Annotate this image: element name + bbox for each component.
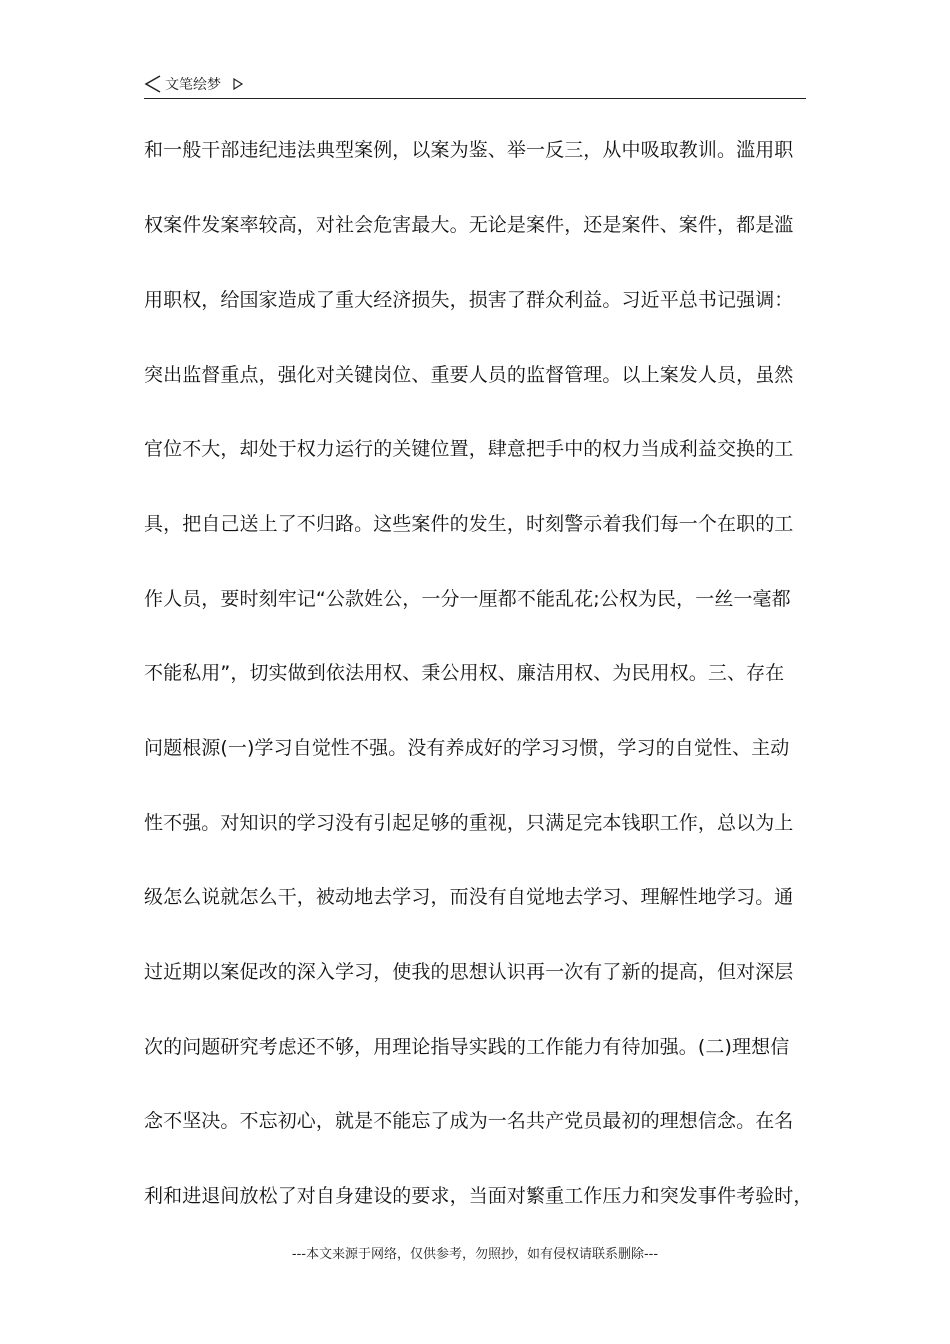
body-line: 过近期以案促改的深入学习，使我的思想认识再一次有了新的提高，但对深层 xyxy=(144,961,794,983)
body-line: 不能私用”，切实做到依法用权、秉公用权、廉洁用权、为民用权。三、存在 xyxy=(144,662,785,684)
body-line: 官位不大，却处于权力运行的关键位置，肆意把手中的权力当成利益交换的工 xyxy=(144,438,794,460)
body-line: 和一般干部违纪违法典型案例，以案为鉴、举一反三，从中吸取教训。滥用职 xyxy=(144,139,794,161)
body-line: 用职权，给国家造成了重大经济损失，损害了群众利益。习近平总书记强调： xyxy=(144,289,794,311)
body-line: 次的问题研究考虑还不够，用理论指导实践的工作能力有待加强。(二)理想信 xyxy=(144,1036,790,1058)
body-line: 利和进退间放松了对自身建设的要求，当面对繁重工作压力和突发事件考验时， xyxy=(144,1185,813,1207)
page-footer: ---本文来源于网络，仅供参考，勿照抄，如有侵权请联系删除--- xyxy=(291,1247,659,1262)
header-title: 文笔绘梦 xyxy=(165,77,221,93)
body-line: 权案件发案率较高，对社会危害最大。无论是案件，还是案件、案件，都是滥 xyxy=(144,214,794,236)
triangle-right-icon xyxy=(232,76,244,90)
body-line: 级怎么说就怎么干，被动地去学习，而没有自觉地去学习、理解性地学习。通 xyxy=(144,886,794,908)
triangle-left-icon xyxy=(144,74,162,94)
body-line: 具，把自己送上了不归路。这些案件的发生，时刻警示着我们每一个在职的工 xyxy=(144,513,794,535)
body-line: 突出监督重点，强化对关键岗位、重要人员的监督管理。以上案发人员，虽然 xyxy=(144,364,794,386)
body-line: 问题根源(一)学习自觉性不强。没有养成好的学习习惯，学习的自觉性、主动 xyxy=(144,737,790,759)
body-line: 念不坚决。不忘初心，就是不能忘了成为一名共产党员最初的理想信念。在名 xyxy=(144,1110,794,1132)
page-header xyxy=(144,72,806,99)
body-line: 性不强。对知识的学习没有引起足够的重视，只满足完本钱职工作，总以为上 xyxy=(144,812,794,834)
body-line: 作人员，要时刻牢记“公款姓公，一分一厘都不能乱花;公权为民，一丝一毫都 xyxy=(144,588,791,610)
